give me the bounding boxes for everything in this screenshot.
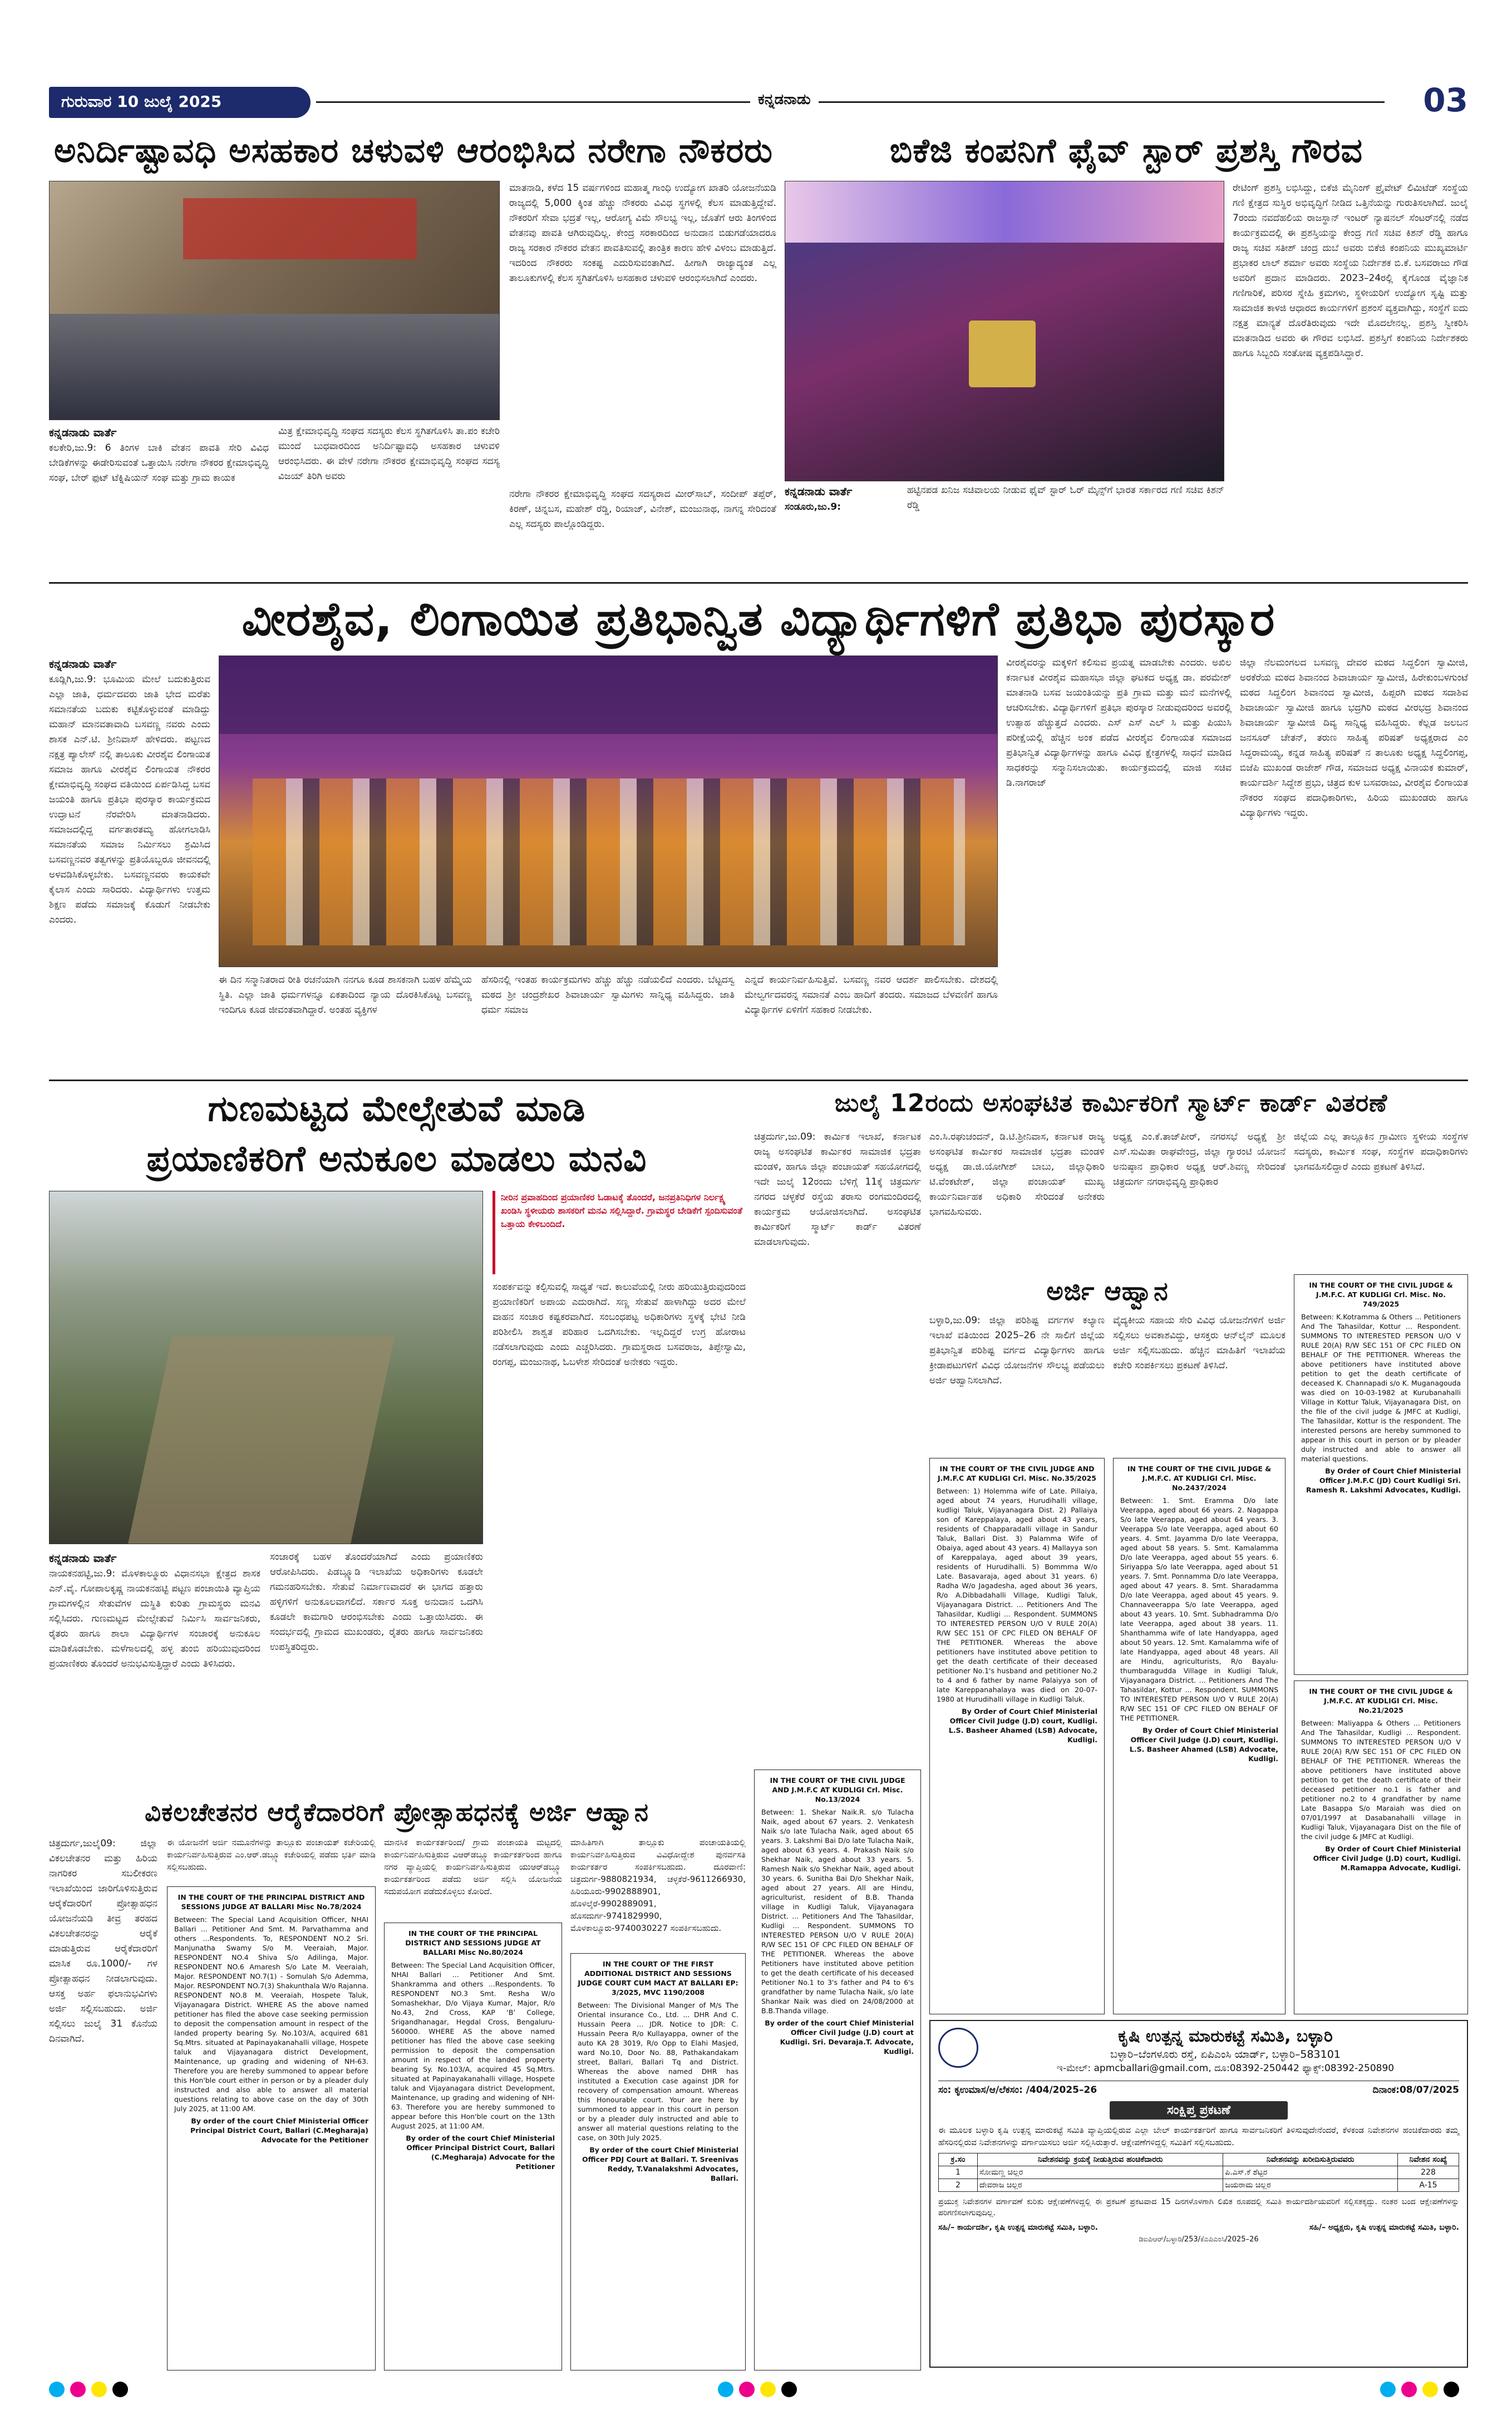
notice-title: IN THE COURT OF THE PRINCIPAL DISTRICT AND SESSIONS JUDGE AT BALLARI Misc No.78/2024 [178, 1893, 365, 1911]
court-notice-crl35 [929, 1458, 1105, 2014]
apmc-seal [938, 2028, 978, 2068]
notice-body: Between: 1) Holemma wife of Late. Pillaiya, aged about 74 years, Hurudihalli village, kudligi Taluk, Vijayanagara Dist. 2) Pallaiya son of Kareppalaya, aged about 43 years, residents of Chapparadalli village in Sandur Taluk, Ballari Dist. 3) Palamma Wife of Obaiya, aged about 43 years. 4) Mallayya son of Kareppalaya, aged about 39 years, residents of Hurudihalli. 5) Bommma W/o Late. Basavaraja, aged about 31 years. 6) Radha W/o Jagadesha, aged about 36 years, R/o A.Dibbadahalli Village, Kudligi Taluk, Vijayanagara District. ... Petitioners And The Tahasildar, Kudligi ... Respondent. SUMMONS TO INTERESTED PERSON U/O V RULE 20(A) R/W SEC 151 OF CPC FILED ON BEHALF OF THE PETITIONER. Whereas the above petitioners have instituted above petition to get the death certificate of their deceased petitioner No.1's husband and petitioner No.2 to 4 and 6 father by name Palaiyya son of late Kareppanahalaya was died on 20-07-1980 at Hurudihalli village in Kudligi Taluk. [937, 1487, 1097, 1703]
notice-body: Between: 1. Smt. Eramma D/o late Veerappa, aged about 66 years. 2. Nagappa S/o late Veerappa, aged about 64 years. 3. Veerappa S/o late Veerappa, aged about 60 years. 4. Smt. Jayamma D/o late Veerappa, aged about 58 years. 5. Smt. Kamalamma D/o late Veerappa, aged about 55 years. 6. Siriyappa S/o late Veerappa, aged about 51 years. 7. Smt. Ponnamma D/o late Veerappa, aged about 47 years. 8. Smt. Sharadamma D/o late Veerappa, aged about 45 years. 9. Channaveerappa S/o late Veerappa, aged about 43 years. 10. Smt. Subhadramma D/o late Veerappa, aged about 38 years. 11. Shanthamma wife of late Handyappa, aged about 50 years. 12. Smt. Kamalamma wife of late Handyappa, aged about 48 years. All are Hindu, agriculturists, R/o Bayalu-thumbaragudda Village in Kudligi Taluk, Vijayanagara District. ... Petitioners And The Tahasildar, Kottur ... Respondent. SUMMONS TO INTERESTED PERSON U/O V RULE 20(A) R/W SEC 151 OF CPC FILED ON BEHALF OF THE PETITIONER. [1120, 1496, 1278, 1722]
story1-col1: ಕಲಕೇರಿ,ಜು.9: 6 ತಿಂಗಳ ಬಾಕಿ ವೇತನ ಪಾವತಿ ಸೇರಿ ವಿವಿಧ ಬೇಡಿಕೆಗಳನ್ನು ಈಡೇರಿಸುವಂತೆ ಒತ್ತಾಯಿಸಿ ನರೇಗಾ ನೌಕರರ ಕ್ಷೇಮಾಭಿವೃದ್ಧಿ ಸಂಘ, ಬೇರ್ ಫುಟ್ ಟೆಕ್ನಿಷಿಯನ್ ಸಂಘ ಮತ್ತು ಗ್ರಾಮ ಕಾಯಕ [49, 442, 269, 484]
table-cell: ಸೋಮಣ್ಣ ಚಿಲ್ಲರ [978, 2166, 1223, 2179]
divider-2 [49, 1080, 1468, 1081]
table-header-row [939, 2153, 1459, 2166]
stage-lights [785, 181, 1224, 243]
story3-byline: ಕನ್ನಡನಾಡು ವಾರ್ತೆ [49, 657, 117, 671]
story5-col3: ಅಧ್ಯಕ್ಷ ಎಂ.ಕೆ.ತಾಜ್‌ಪೀರ್, ನಗರಸಭೆ ಅಧ್ಯಕ್ಷೆ ಶ್ರೀ ಎಸ್.ಸುಮಿತಾ ರಾಘವೇಂದ್ರ, ಜಿಲ್ಲಾ ಗ್ಯಾರಂಟಿ ಯೋಜನೆ ಅನುಷ್ಠಾನ ಪ್ರಾಧಿಕಾರ ಅಧ್ಯಕ್ಷ ಆರ್.ಶಿವಣ್ಣ ಸೇರಿದಂತೆ ಚಿತ್ರದುರ್ಗ ನಗರಾಭಿವೃದ್ಧಿ ಪ್ರಾಧಿಕಾರ [1113, 1131, 1286, 1187]
registration-marks-center [718, 2382, 802, 2399]
apmc-date: ದಿನಾಂಕ:08/07/2025 [1372, 2084, 1459, 2096]
masthead [49, 83, 1468, 124]
story3-col6: ಜಿಲ್ಲಾ ನೆಲಮಂಗಲದ ಬಸವಣ್ಣ ದೇವರ ಮಠದ ಸಿದ್ದಲಿಂಗ ಸ್ವಾಮೀಜಿ, ಅರಕೆರೆಯ ಮಠದ ಶಿವಾನಂದ ಶಿವಾಚಾರ್ಯ ಸ್ವಾಮೀಜಿ, ಹಿರೇಕುಂಬಳಗುಂಟೆ ಮಠದ ಸಿದ್ದಲಿಂಗ ಶಿವಾನಂದ ಸ್ವಾಮೀಜಿ, ಹಿಪ್ಪರಗಿ ಮಠದ ಸದಾಶಿವ ಶಿವಾಚಾರ್ಯ ಸ್ವಾಮೀಜಿ ಹಾಗೂ ಭದ್ರಗಿರಿ ಮಠದ ವೀರಭದ್ರ ಶಿವಾನಂದ ಶಿವಾಚಾರ್ಯ ಸ್ವಾಮೀಜಿ ದಿವ್ಯ ಸಾನ್ನಿಧ್ಯ ವಹಿಸಿದ್ದರು. ಕೆಲ್ಲಡ ಜಲಬನ ಜನಸೂರ್ ಚೇತನ್, ತರುಣ ಸಾಹಿತ್ಯ ಪರಿಷತ್ ಅಧ್ಯಕ್ಷರಾದ ಎಂ ಸಿದ್ದರಾಮಯ್ಯ, ಕನ್ನಡ ಸಾಹಿತ್ಯ ಪರಿಷತ್ ನ ತಾಲೂಕು ಅಧ್ಯಕ್ಷ ಸಿದ್ದಲಿಂಗಪ್ಪ, ಬಿಜೆಪಿ ಮುಖಂಡ ರಾಜೇಶ್ ಗೌಡ, ಸಮಾಜದ ಅಧ್ಯಕ್ಷ ವಿನಾಯಕ ಕುಮಾರ್, ಕಾರ್ಯದರ್ಶಿ ಸಿದ್ದೇಶ ಪ್ರಭು, ಚಿತ್ರದ ಕುಳ ಬಸವರಾಜು, ವೀರಶೈವ ಲಿಂಗಾಯತ ನೌಕರರ ಸಂಘದ ಪದಾಧಿಕಾರಿಗಳು, ಹಿರಿಯ ಮುಖಂಡರು ಹಾಗೂ ವಿದ್ಯಾರ್ಥಿಗಳು ಇದ್ದರು. [1240, 657, 1468, 819]
story2-caption: ಹಟ್ಟಿನಪಡ ಖನಿಜ ಸಚಿವಾಲಯ ನೀಡುವ ಫೈವ್ ಸ್ಟಾರ್ ಓರ್ ಮೈನ್ಸ್‌ಗೆ ಭಾರತ ಸರ್ಕಾರದ ಗಣಿ ಸಚಿವ ಕಿಶನ್ ರೆಡ್ಡಿ [907, 485, 1224, 511]
story1-col2: ಮಿತ್ರ ಕ್ಷೇಮಾಭಿವೃದ್ಧಿ ಸಂಘದ ಸದಸ್ಯರು ಕೆಲಸ ಸ್ಥಗಿತಗೊಳಿಸಿ ತಾ.ಪಂ ಕಚೇರಿ ಮುಂದೆ ಬುಧವಾರದಿಂದ ಅನಿರ್ದಿಷ್ಟಾವಧಿ ಅಸಹಕಾರ ಚಳುವಳಿ ಆರಂಭಿಸಿದರು. ಈ ವೇಳೆ ನರೇಗಾ ನೌಕರರ ಕ್ಷೇಮಾಭಿವೃದ್ಧಿ ಸಂಘದ ಸದಸ್ಯ ವಿಜಯ್ ತಿರಿಗಿ ಅವರು [278, 426, 500, 482]
notice-signature: By Order of Court Chief Ministerial Officer J.M.F.C (JD) Court Kudligi Sri. Ramesh R. Lakshmi Advocates, Kudligi. [1306, 1467, 1461, 1494]
story4-pullquote [492, 1191, 746, 1274]
notice-title: IN THE COURT OF THE CIVIL JUDGE & J.M.F.C. AT KUDLIGI Crl. Misc. No.2437/2024 [1127, 1465, 1272, 1492]
apmc-title: ಕೃಷಿ ಉತ್ಪನ್ನ ಮಾರುಕಟ್ಟೆ ಸಮಿತಿ, ಬಳ್ಳಾರಿ [1118, 2027, 1333, 2046]
court-notice-crl749 [1294, 1274, 1468, 1675]
magenta-dot [1401, 2382, 1417, 2397]
story5-col2: ಎಂ.ಸಿ.ರಘುಚಂದನ್, ಡಿ.ಟಿ.ಶ್ರೀನಿವಾಸ, ಕರ್ನಾಟಕ ರಾಜ್ಯ ಅಸಂಘಟಿತ ಕಾರ್ಮಿಕರ ಸಾಮಾಜಿಕ ಭದ್ರತಾ ಮಂಡಳಿ ಅಧ್ಯಕ್ಷ ಡಾ.ಜಿ.ಯೋಗೀಶ್ ಬಾಬು, ಜಿಲ್ಲಾಧಿಕಾರಿ ಟಿ.ವೆಂಕಟೇಶ್, ಜಿಲ್ಲಾ ಪಂಚಾಯತ್ ಮುಖ್ಯ ಕಾರ್ಯನಿರ್ವಾಹಕ ಅಧಿಕಾರಿ ಸೇರಿದಂತೆ ಅನೇಕರು ಭಾಗವಹಿಸುವರು. [929, 1131, 1105, 1218]
story4-col2: ಸಂಚಾರಕ್ಕೆ ಬಹಳ ತೊಂದರೆಯಾಗಿದೆ ಎಂದು ಪ್ರಯಾಣಿಕರು ಆರೋಪಿಸಿದರು. ಪಿಡಬ್ಲ್ಯೂಡಿ ಇಲಾಖೆಯ ಅಧಿಕಾರಿಗಳು ಕೂಡಲೇ ಗಮನಹರಿಸಬೇಕು. ಸೇತುವೆ ನಿರ್ಮಾಣವಾದರೆ ಈ ಭಾಗದ ಹತ್ತಾರು ಹಳ್ಳಿಗಳಿಗೆ ಅನುಕೂಲವಾಗಲಿದೆ. ಸರ್ಕಾರ ಸೂಕ್ತ ಅನುದಾನ ಒದಗಿಸಿ ಕೂಡಲೇ ಕಾಮಗಾರಿ ಆರಂಭಿಸಬೇಕು ಎಂದು ಒತ್ತಾಯಿಸಿದರು. ಈ ಸಂದರ್ಭದಲ್ಲಿ ಗ್ರಾಮದ ಮುಖಂಡರು, ರೈತರು ಹಾಗೂ ಸಾರ್ವಜನಿಕರು ಉಪಸ್ಥಿತರಿದ್ದರು. [270, 1551, 483, 1653]
notice-title: IN THE COURT OF THE CIVIL JUDGE & J.M.F.C. AT KUDLIGI Crl. Misc. No. 749/2025 [1309, 1281, 1453, 1308]
court-notice-misc78 [167, 1886, 376, 2370]
table-cell: ಜಯರಾಮ ಚಿಲ್ಲರ [1223, 2179, 1398, 2192]
story2-col1: ರೇಟಿಂಗ್ ಪ್ರಶಸ್ತಿ ಲಭಿಸಿದ್ದು, ಬಿಕೆಜಿ ಮೈನಿಂಗ್ ಪ್ರೈವೇಟ್ ಲಿಮಿಟೆಡ್ ಸಂಸ್ಥೆಯ ಗಣಿ ಕ್ಷೇತ್ರದ ಸುಸ್ಥಿರ ಅಭಿವೃದ್ಧಿಗೆ ನೀಡಿದ ಒತ್ತಿನೆಯನ್ನು ಗುರುತಿಸಲಾಗಿದೆ. ಜುಲೈ 7ರಂದು ನವದೆಹಲಿಯ ರಾಜಸ್ಥಾನ್ ಇಂಟರ್ ನ್ಯಾಷನಲ್ ಸೆಂಟರ್‌ನಲ್ಲಿ ನಡೆದ ಕಾರ್ಯಕ್ರಮದಲ್ಲಿ ಈ ಪ್ರಶಸ್ತಿಯನ್ನು ಕೇಂದ್ರ ಗಣಿ ಸಚಿವ ಕಿಶನ್ ರೆಡ್ಡಿ ಹಾಗೂ ರಾಜ್ಯ ಸಚಿವ ಸತೀಶ್ ಚಂದ್ರ ದುಬೆ ಅವರು ಬಿಕೆಜಿ ಕಂಪನಿಯ ಮುಖ್ಯಮಾರ್ಟಿ ಪ್ರಭಾಕರ ಲಾಲ್ ಶರ್ಮಾ ಅವರು ಸಂಸ್ಥೆಯ ನಿರ್ದೇಶಕ ಬಿ.ಕೆ. ಬಸವರಾಜು ಗೌಡ ಅವರಿಗೆ ಪ್ರದಾನ ಮಾಡಿದರು. 2023–24ರಲ್ಲಿ ಕೈಗೊಂಡ ವೈಜ್ಞಾನಿಕ ಗಣಿಗಾರಿಕೆ, ಪರಿಸರ ಸ್ನೇಹಿ ಕ್ರಮಗಳು, ಸ್ಥಳೀಯರಿಗೆ ಉದ್ಯೋಗ ಸೃಷ್ಟಿ ಮತ್ತು ಸಾಮಾಜಿಕ ಕಾಳಜಿ ಆಧಾರದ ಕಾರ್ಯಗಳಿಗೆ ಪ್ರಶಂಸೆ ವ್ಯಕ್ತವಾಗಿದ್ದು, ಸಂಸ್ಥೆಗೆ ಐದು ನಕ್ಷತ್ರ ಮಾನ್ಯತೆ ದೊರೆತಿರುವುದು ಇದೇ ಮೊದಲೇನಲ್ಲ. ಪ್ರಶಸ್ತಿ ಸ್ವೀಕರಿಸಿ ಮಾತನಾಡಿದ ಅವರು ಈ ಗೌರವ ಲಭಿಸಿದೆ. ಪ್ರಶಸ್ತಿಗೆ ಕಂಪನಿಯ ನಿರ್ದೇಶಕರು ಹಾಗೂ ಸಿಬ್ಬಂದಿ ಸಂತೋಷ ವ್ಯಕ್ತಪಡಿಸಿದ್ದಾರೆ. [1233, 183, 1468, 359]
page-number: 03 [1423, 81, 1468, 119]
black-dot [781, 2382, 797, 2397]
apmc-intro: ಈ ಮೂಲಕ ಬಳ್ಳಾರಿ ಕೃಷಿ ಉತ್ಪನ್ನ ಮಾರುಕಟ್ಟೆ ಸಮಿತಿ ವ್ಯಾಪ್ತಿಯಲ್ಲಿರುವ ಎಲ್ಲಾ ಬೇಲ್ ಕಾರ್ಯಕರ್ತರಿಗೆ ಹಾಗೂ ಸಾರ್ವಜನಿಕರಿಗೆ ತಿಳಿಸುವುದೇನೆಂದರೆ, ಕೆಳಕಂಡ ನಿವೇಶನಗಳ ಹಂಚಿಕೆದಾರರು ತಮ್ಮ ಹೆಸರಿನಲ್ಲಿರುವ ನಿವೇಶನಗಳನ್ನು ವರ್ಗಾಯಿಸಲು ಅರ್ಜಿ ಸಲ್ಲಿಸಿರುತ್ತಾರೆ. ಆಕ್ಷೇಪಣೆಗಳಿದ್ದಲ್ಲಿ ಸಮಿತಿಗೆ ಸಲ್ಲಿಸಬಹುದು. [938, 2125, 1459, 2147]
story2-byline-place: ಸಂಡೂರು,ಜು.9: [785, 501, 841, 512]
story3-col5: ವೀರಶೈವರನ್ನು ಮಕ್ಕಳಿಗೆ ಕಲಿಸುವ ಪ್ರಯತ್ನ ಮಾಡಬೇಕು ಎಂದರು. ಅಖಿಲ ಕರ್ನಾಟಕ ವೀರಶೈವ ಮಹಾಸಭಾ ಜಿಲ್ಲಾ ಘಟಕದ ಅಧ್ಯಕ್ಷ ಡಾ. ಪರಮೇಶ್ ಮಾತನಾಡಿ ಬಸವ ಜಯಂತಿಯನ್ನು ಪ್ರತಿ ಗ್ರಾಮ ಮತ್ತು ಮನೆ ಮನೆಗಳಲ್ಲಿ ಆಚರಿಸಬೇಕು. ವಿದ್ಯಾರ್ಥಿಗಳಿಗೆ ಪ್ರತಿಭಾ ಪುರಸ್ಕಾರ ನೀಡುವುದರಿಂದ ಅವರಲ್ಲಿ ಉತ್ಸಾಹ ಹೆಚ್ಚುತ್ತದೆ ಎಂದರು. ಎಸ್ ಎಸ್ ಎಲ್ ಸಿ ಮತ್ತು ಪಿಯುಸಿ ಪರೀಕ್ಷೆಯಲ್ಲಿ ಹೆಚ್ಚಿನ ಅಂಕ ಪಡೆದ ವೀರಶೈವ ಲಿಂಗಾಯತ ಸಮಾಜದ ಪ್ರತಿಭಾನ್ವಿತ ವಿದ್ಯಾರ್ಥಿಗಳನ್ನು ಹಾಗೂ ವಿವಿಧ ಕ್ಷೇತ್ರಗಳಲ್ಲಿ ಸಾಧನೆ ಮಾಡಿದ ಸಾಧಕರನ್ನು ಸನ್ಮಾನಿಸಲಾಯಿತು. ಕಾರ್ಯಕ್ರಮದಲ್ಲಿ ಮಾಜಿ ಸಚಿವ ಡಿ.ನಾಗರಾಜ್ [1006, 657, 1232, 788]
notice-signature: By order of the court Chief Ministerial Officer Civil Judge (J.D) court at Kudligi. Sri. Devaraja.T. Advocate, Kudligi. [765, 2019, 914, 2056]
apmc-sig-left: ಸಹಿ/– ಕಾರ್ಯದರ್ಶಿ, ಕೃಷಿ ಉತ್ಪನ್ನ ಮಾರುಕಟ್ಟೆ ಸಮಿತಿ, ಬಳ್ಳಾರಿ. [938, 2223, 1098, 2232]
table-cell: ದೇವರಾಜ ಚಿಲ್ಲರ [978, 2179, 1223, 2192]
notice-signature: By Order of Court Chief Ministerial Officer Civil Judge (J.D) court, Kudligi. L.S. Basheer Ahamed (LSB) Advocate, Kudligi. [948, 1707, 1097, 1744]
divider-1 [49, 582, 1468, 584]
magenta-dot [739, 2382, 755, 2397]
apmc-address: ಬಳ್ಳಾರಿ–ಬೆಂಗಳೂರು ರಸ್ತೆ, ಏಪಿಎಂಸಿ ಯಾರ್ಡ್, ಬಳ್ಳಾರಿ–583101 [1110, 2048, 1341, 2061]
notice-body: Between: The Special Land Acquisition Officer, NHAI Ballari ... Petitioner And Smt. Shankramma and others ...Respondents. To RESPONDENT NO.3 Smt. Resha W/o Somashekhar, D/o Vijaya Kumar, Major, R/o No.43, 2nd Cross, KAP ‘B’ College, Srigandhanagar, Hegdal Cross, Bengaluru-560000. WHERE AS the above named petitioner has filed the above case seeking permission to deposit the compensation amount in respect of the landed property bearing Sy. No.103/A, acquired 45 Sq.Mtrs. situated at Papinayakanahalli village, Hospete taluk and Vijayanagara district Development, Maintenance, up grading and widening of NH-63. Therefore you are hereby summoned to appear before this Hon'ble court on the 13th August 2025, at 11:00 AM. [391, 1961, 555, 2130]
crowd-shape [50, 314, 499, 420]
table-cell: A-15 [1398, 2179, 1459, 2192]
masthead-date-bar [49, 87, 311, 118]
story4-photo [49, 1191, 483, 1544]
story4-headline-line1: ಗುಣಮಟ್ಟದ ಮೇಲ್ಸೇತುವೆ ಮಾಡಿ [208, 1088, 586, 1130]
black-dot [1444, 2382, 1459, 2397]
apmc-ref-row [938, 2081, 1459, 2096]
story5-headline: ಜುಲೈ 12ರಂದು ಅಸಂಘಟಿತ ಕಾರ್ಮಿಕರಿಗೆ ಸ್ಮಾರ್ಟ್ ಕಾರ್ಡ್ ವಿತರಣೆ [834, 1089, 1388, 1117]
notice-signature: By Order of Court Chief Ministerial Officer Civil Judge (J.D) court, Kudligi. M.Ramappa Advocate, Kudligi. [1313, 1845, 1461, 1872]
story1-byline: ಕನ್ನಡನಾಡು ವಾರ್ತೆ [49, 426, 117, 439]
story3-col4: ಎನ್ನದೆ ಕಾರ್ಯನಿರ್ವಹಿಸುತ್ತಿವೆ. ಬಸವಣ್ಣ ನವರ ಆದರ್ಶ ಪಾಲಿಸಬೇಕು. ದೇಶದಲ್ಲಿ ಮೇಲ್ವರ್ಗದವರನ್ನ ಸಮಾನತೆ ಎಂಬ ಹಾದಿಗೆ ತಂದರು. ಸಮಾಜದ ಬೆಳವಣಿಗೆ ಹಾಗೂ ವಿದ್ಯಾರ್ಥಿಗಳ ಏಳಿಗೆಗೆ ಸಹಕಾರ ನೀಡಬೇಕು. [745, 974, 998, 1016]
banner-shape [183, 198, 417, 259]
table-row [939, 2179, 1459, 2192]
cyan-dot [718, 2382, 733, 2397]
table-header-cell: ನಿವೇಶನವನ್ನು ಕ್ರಯಕ್ಕೆ ನೀಡುತ್ತಿರುವ ಹಂಚಿಕೆದಾರರು [978, 2153, 1223, 2166]
apmc-contact: ಇ-ಮೇಲ್: apmcballari@gmail.com, ದೂ:08392-250442 ಫ್ಯಾಕ್ಸ್:08392-250890 [1056, 2063, 1395, 2074]
story6-col2: ಈ ಯೋಜನೆಗೆ ಅರ್ಜಿ ನಮೂನೆಗಳನ್ನು ತಾಲ್ಲೂಕು ಪಂಚಾಯತ್ ಕಚೇರಿಯಲ್ಲಿ ಕಾರ್ಯನಿರ್ವಹಿಸುತ್ತಿರುವ ಎಂ.ಆರ್.ಡಬ್ಲ್ಯೂ ಕಚೇರಿಯಲ್ಲಿ ಪಡೆದು ಭರ್ತಿ ಮಾಡಿ ಸಲ್ಲಿಸಬಹುದು. [167, 1837, 376, 1872]
story6-headline: ವಿಕಲಚೇತನರ ಆರೈಕೆದಾರರಿಗೆ ಪ್ರೋತ್ಸಾಹಧನಕ್ಕೆ ಅರ್ಜಿ ಆಹ್ವಾನ [145, 1797, 649, 1827]
court-notice-crl2437 [1113, 1458, 1286, 2014]
arji-col2: ವೈದ್ಯಕೀಯ ಸಹಾಯ ಸೇರಿ ವಿವಿಧ ಯೋಜನೆಗಳಿಗೆ ಅರ್ಜಿ ಸಲ್ಲಿಸಲು ಅವಕಾಶವಿದ್ದು, ಆಸಕ್ತರು ಆನ್‌ಲೈನ್ ಮೂಲಕ ಅರ್ಜಿ ಸಲ್ಲಿಸಬಹುದು. ಹೆಚ್ಚಿನ ಮಾಹಿತಿಗೆ ಇಲಾಖೆಯ ಕಚೇರಿ ಸಂಪರ್ಕಿಸಲು ಪ್ರಕಟಣೆ ತಿಳಿಸಿದೆ. [1113, 1315, 1286, 1371]
story6-col1: ಚಿತ್ರದುರ್ಗ,ಜುಲೈ09: ಜಿಲ್ಲಾ ವಿಕಲಚೇತನರ ಮತ್ತು ಹಿರಿಯ ನಾಗರಿಕರ ಸಬಲೀಕರಣ ಇಲಾಖೆಯಿಂದ ಜಾರಿಗೊಳಿಸುತ್ತಿರುವ ಆರೈಕೆದಾರರಿಗೆ ಪ್ರೋತ್ಸಾಹಧನ ಯೋಜನೆಯಡಿ ತೀವ್ರ ತರಹದ ವಿಕಲಚೇತನರನ್ನು ಆರೈಕೆ ಮಾಡುತ್ತಿರುವ ಆರೈಕೆದಾರರಿಗೆ ಮಾಸಿಕ ರೂ.1000/- ಗಳ ಪ್ರೋತ್ಸಾಹಧನ ನೀಡಲಾಗುವುದು. ಆಸಕ್ತ ಅರ್ಹ ಫಲಾನುಭವಿಗಳು ಅರ್ಜಿ ಸಲ್ಲಿಸಬಹುದು. ಅರ್ಜಿ ಸಲ್ಲಿಸಲು ಜುಲೈ 31 ಕೊನೆಯ ದಿನವಾಗಿದೆ. [49, 1838, 157, 2044]
story3-headline: ವೀರಶೈವ, ಲಿಂಗಾಯಿತ ಪ್ರತಿಭಾನ್ವಿತ ವಿದ್ಯಾರ್ಥಿಗಳಿಗೆ ಪ್ರತಿಭಾ ಪುರಸ್ಕಾರ [242, 592, 1275, 646]
story3-photo [219, 656, 998, 967]
stage-banner-shape [219, 656, 997, 734]
notice-body: Between: K.Kotramma & Others ... Petitioners And The Tahasildar, Kottur ... Respondent. SUMMONS TO INTERESTED PERSON U/O V RULE 20(A) R/W SEC 151 OF CPC FILED ON BEHALF OF THE PETITIONER. Whereas the above petitioners have instituted above petition to get the death certificate of deceased K. Channapadi s/o K. Muganagouda was died on 10-03-1982 at Kurubanahalli Village in Kottur Taluk, Vijayanagara Dist, on the file of the civil judge & JMFC at Kudligi, The Tahasildar, Kottur is the respondent. The interested persons are hereby summoned to appear in this court in person or by pleader duly instructed and able to answer all material questions. [1301, 1313, 1461, 1463]
story6-col4: ಮಾಹಿತಿಗಾಗಿ ತಾಲ್ಲೂಕು ಪಂಚಾಯತಿಯಲ್ಲಿ ಕಾರ್ಯನಿರ್ವಹಿಸುತ್ತಿರುವ ವಿವಿಧೋದ್ದೇಶ ಪುನರ್ವಸತಿ ಕಾರ್ಯಕರ್ತರ ಸಂಪರ್ಕಿಸಬಹುದು. ದೂರವಾಣಿ: ಚಿತ್ರದುರ್ಗ-9880821934, ಚಳ್ಳಕೆರೆ-9611266930, ಹಿರಿಯೂರು-9902888901, ಹೊಳಲ್ಕೆರೆ-9902889091, ಹೊಸದುರ್ಗ-9741829990, ಮೊಳಕಾಲ್ಮೂರು-9740030227 ಸಂಪರ್ಕಿಸಬಹುದು. [570, 1837, 746, 1933]
court-notice-crl21 [1294, 1680, 1468, 2014]
registration-marks-right [1380, 2382, 1465, 2399]
apmc-sig-right: ಸಹಿ/– ಅಧ್ಯಕ್ಷರು, ಕೃಷಿ ಉತ್ಪನ್ನ ಮಾರುಕಟ್ಟೆ ಸಮಿತಿ, ಬಳ್ಳಾರಿ. [1309, 2223, 1459, 2232]
notice-body: Between: Maliyappa & Others ... Petitioners And The Tahasildar, Kudligi ... Respondent. SUMMONS TO INTERESTED PERSON U/O V RULE 20(A) R/W SEC 151 OF CPC FILED ON BEHALF OF THE PETITIONER. Whereas the above petitioners have instituted above petition to get the death certificate of their deceased petitioner no.1 is father and petitioner no.2 to 4 grandfather by name Late Basappa S/o Maraiah was died on 07/01/1997 at Dasabanahalli village in Kudligi Taluk, Vijayanagara Dist on the file of the civil judge & JMFC at Kudligi. [1301, 1719, 1461, 1841]
arji-col1: ಬಳ್ಳಾರಿ,ಜು.09: ಜಿಲ್ಲಾ ಪರಿಶಿಷ್ಟ ವರ್ಗಗಳ ಕಲ್ಯಾಣ ಇಲಾಖೆ ವತಿಯಿಂದ 2025–26 ನೇ ಸಾಲಿಗೆ ಜಿಲ್ಲೆಯ ಪ್ರತಿಭಾನ್ವಿತ ಪರಿಶಿಷ್ಟ ವರ್ಗದ ವಿದ್ಯಾರ್ಥಿಗಳು ಹಾಗೂ ಕ್ರೀಡಾಪಟುಗಳಿಗೆ ವಿವಿಧ ಯೋಜನೆಗಳ ಸೌಲಭ್ಯ ಪಡೆಯಲು ಅರ್ಜಿ ಆಹ್ವಾನಿಸಲಾಗಿದೆ. [929, 1315, 1105, 1386]
story3-col3: ಹೆಸರಿನಲ್ಲಿ ಇಂತಹ ಕಾರ್ಯಕ್ರಮಗಳು ಹೆಚ್ಚು ಹೆಚ್ಚು ನಡೆಯಲಿದೆ ಎಂದರು. ಬೆಟ್ಟದಸ್ವ ಮಠದ ಶ್ರೀ ಚಂದ್ರಶೇಖರ ಶಿವಾಚಾರ್ಯ ಸ್ವಾಮಿಗಳು ಸಾನ್ನಿಧ್ಯ ವಹಿಸಿದ್ದರು. ಜಾತಿ ಧರ್ಮ ಸಮಾಜ [481, 974, 735, 1016]
masthead-date: ಗುರುವಾರ 10 ಜುಲೈ 2025 [61, 92, 222, 111]
yellow-dot [91, 2382, 107, 2397]
notice-signature: By Order of Court Chief Ministerial Officer Civil Judge (J.D) court, Kudligi. L.S. Basheer Ahamed (LSB) Advocate, Kudligi. [1129, 1726, 1278, 1763]
story2-headline: ಬಿಕೆಜಿ ಕಂಪನಿಗೆ ಫೈವ್ ಸ್ಟಾರ್ ಪ್ರಶಸ್ತಿ ಗೌರವ [889, 131, 1363, 170]
story4-pullquote-text: ನೀರಿನ ಪ್ರವಾಹದಿಂದ ಪ್ರಯಾಣಿಕರ ಓಡಾಟಕ್ಕೆ ತೊಂದರೆ, ಜನಪ್ರತಿನಿಧಿಗಳ ನಿರ್ಲಕ್ಷ್ಯ ಖಂಡಿಸಿ ಸ್ಥಳೀಯರು ಶಾಸಕರಿಗೆ ಮನವಿ ಸಲ್ಲಿಸಿದ್ದಾರೆ. ಗ್ರಾಮಸ್ಥರ ಬೇಡಿಕೆಗೆ ಸ್ಪಂದಿಸುವಂತೆ ಒತ್ತಾಯ ಕೇಳಿಬಂದಿದೆ. [501, 1192, 742, 1229]
story5-col1: ಚಿತ್ರದುರ್ಗ,ಜು.09: ಕಾರ್ಮಿಕ ಇಲಾಖೆ, ಕರ್ನಾಟಕ ರಾಜ್ಯ ಅಸಂಘಟಿತ ಕಾರ್ಮಿಕರ ಸಾಮಾಜಿಕ ಭದ್ರತಾ ಮಂಡಳಿ, ಹಾಗೂ ಜಿಲ್ಲಾ ಪಂಚಾಯತ್ ಸಹಯೋಗದಲ್ಲಿ ಇದೇ ಜುಲೈ 12ರಂದು ಬೆಳಿಗ್ಗೆ 11ಕ್ಕೆ ಚಿತ್ರದುರ್ಗ ನಗರದ ಚಳ್ಳಕೆರೆ ರಸ್ತೆಯ ತರಾಸು ರಂಗಮಂದಿರದಲ್ಲಿ ಕಾರ್ಯಕ್ರಮ ಆಯೋಜಿಸಲಾಗಿದೆ. ಅಸಂಘಟಿತ ಕಾರ್ಮಿಕರಿಗೆ ಸ್ಮಾರ್ಟ್ ಕಾರ್ಡ್ ವಿತರಣೆ ಮಾಡಲಾಗುವುದು. [754, 1131, 921, 1248]
cyan-dot [1380, 2382, 1396, 2397]
notice-title: IN THE COURT OF THE FIRST ADDITIONAL DISTRICT AND SESSIONS JUDGE COURT CUM MACT AT BALLARI EP: 3/2025, MVC 1190/2008 [578, 1960, 738, 1997]
table-header-cell: ನಿವೇಶನ ಸಂಖ್ಯೆ [1398, 2153, 1459, 2166]
story4-headline-line2: ಪ್ರಯಾಣಿಕರಿಗೆ ಅನುಕೂಲ ಮಾಡಲು ಮನವಿ [146, 1139, 647, 1180]
table-cell: 1 [939, 2166, 978, 2179]
apmc-notice [929, 2020, 1468, 2368]
notice-title: IN THE COURT OF THE CIVIL JUDGE AND J.M.F.C AT KUDLIGI Crl. Misc. No.13/2024 [770, 1776, 905, 1803]
apmc-section-title: ಸಂಕ್ಷಿಪ್ತ ಪ್ರಕಟಣೆ [1110, 2101, 1288, 2120]
court-notice-ep3 [570, 1953, 746, 2370]
water-shape [127, 1336, 395, 1544]
story6-col3: ಮಾನಸಿಕ ಕಾರ್ಯಕರ್ತರಿಂದ/ ಗ್ರಾಮ ಪಂಚಾಯತಿ ಮಟ್ಟದಲ್ಲಿ ಕಾರ್ಯನಿರ್ವಹಿಸುತ್ತಿರುವ ವಿಆರ್‌ಡಬ್ಲ್ಯೂ ಕಾರ್ಯಕರ್ತರಿಂದ ಹಾಗೂ ನಗರ ವ್ಯಾಪ್ತಿಯಲ್ಲಿ ಕಾರ್ಯನಿರ್ವಹಿಸುತ್ತಿರುವ ಯುಆರ್‌ಡಬ್ಲ್ಯೂ ಕಾರ್ಯಕರ್ತರಿಂದ ಪಡೆದು ಅರ್ಜಿ ಸಲ್ಲಿಸಿ ಯೋಜನೆಯ ಸದುಪಯೋಗ ಪಡೆದುಕೊಳ್ಳಲು ಕೋರಿದೆ. [384, 1837, 562, 1896]
notice-signature: By order of the court Chief Ministerial Officer PDJ Court at Ballari. T. Sreenivas Reddy, T.Vanalakshmi Advocates, Ballari. [582, 2146, 738, 2182]
yellow-dot [1422, 2382, 1438, 2397]
story3-col2: ಈ ದಿನ ಸನ್ಮಾನಿತರಾದ ರೀತಿ ರಚನೆಯಾಗಿ ನನಗೂ ಕೂಡ ಶಾಸಕನಾಗಿ ಬಹಳ ಹೆಮ್ಮೆಯ ಸ್ಥಿತಿ. ಎಲ್ಲಾ ಜಾತಿ ಧರ್ಮಗಳನ್ನೂ ಏಕತಾದಿಂದ ನ್ಯಾಯ ದೊರಕಿಸಿಕೊಟ್ಟ ಬಸವಣ್ಣ ಇಂದಿಗೂ ಕೂಡ ಜೀವಂತವಾಗಿದ್ದಾರೆ. ಅಂತಹ ವ್ಯಕ್ತಿಗಳ [219, 974, 472, 1016]
notice-title: IN THE COURT OF THE CIVIL JUDGE & J.M.F.C. AT KUDLIGI Crl. Misc. No.21/2025 [1309, 1687, 1453, 1714]
magenta-dot [70, 2382, 86, 2397]
yellow-dot [760, 2382, 776, 2397]
story5-col4: ಜಿಲ್ಲೆಯ ಎಲ್ಲ ತಾಲ್ಲೂಕಿನ ಗ್ರಾಮೀಣ ಸ್ಥಳೀಯ ಸಂಸ್ಥೆಗಳ ಸದಸ್ಯರು, ಕಾರ್ಮಿಕ ಸಂಘ, ಸಂಸ್ಥೆಗಳ ಪದಾಧಿಕಾರಿಗಳು ಭಾಗವಹಿಸಲಿದ್ದಾರೆ ಎಂದು ಪ್ರಕಟಣೆ ತಿಳಿಸಿದೆ. [1294, 1131, 1468, 1172]
story4-col3: ಸಂಪರ್ಕವನ್ನು ಕಲ್ಪಿಸುವಲ್ಲಿ ಸಾಧ್ಯತೆ ಇದೆ. ಕಾಲುವೆಯಲ್ಲಿ ನೀರು ಹರಿಯುತ್ತಿರುವುದರಿಂದ ಪ್ರಯಾಣಿಕರಿಗೆ ಅಪಾಯ ಎದುರಾಗಿದೆ. ಸಣ್ಣ ಸೇತುವೆ ಹಾಳಾಗಿದ್ದು ಅದರ ಮೇಲೆ ವಾಹನ ಸಂಚಾರ ಕಷ್ಟಕರವಾಗಿದೆ. ಸಂಬಂಧಪಟ್ಟ ಅಧಿಕಾರಿಗಳು ಸ್ಥಳಕ್ಕೆ ಭೇಟಿ ನೀಡಿ ಪರಿಶೀಲಿಸಿ ಶಾಶ್ವತ ಪರಿಹಾರ ಒದಗಿಸಬೇಕು. ಇಲ್ಲದಿದ್ದರೆ ಉಗ್ರ ಹೋರಾಟ ನಡೆಸಲಾಗುವುದು ಎಂದು ಎಚ್ಚರಿಸಿದರು. ಗ್ರಾಮಸ್ಥರಾದ ಬಸವರಾಜ, ತಿಪ್ಪೇಸ್ವಾಮಿ, ರಂಗಪ್ಪ, ಮಂಜುನಾಥ, ಓಬಳೇಶ ಸೇರಿದಂತೆ ಅನೇಕರು ಇದ್ದರು. [492, 1282, 746, 1368]
table-cell: 2 [939, 2179, 978, 2192]
table-header-cell: ನಿವೇಶನವನ್ನು ಖರೀದಿಸುತ್ತಿರುವವರು [1223, 2153, 1398, 2166]
notice-body: Between: The Divisional Manger of M/s The Oriental insurance Co., Ltd. ... DHR And C. Hussain Peera ... JDR. Notice to JDR: C. Hussain Peera R/o Kullayappa, owner of the auto KA 28 3019, R/o Opp to Elahi Masjed, ward No.10, Door No. 88, Pathakandakam street, Ballari, Ballari Tq and District. Whereas the above named DHR has instituted a Execution case against JDR for recovery of compensation amount. Whereas this Honourable court. Your are here by summoned to appear in this court in person or by a pleader duly instructed and able to answer all material questions relating to the case, on 30th July 2025. [578, 2001, 738, 2142]
table-cell: 228 [1398, 2166, 1459, 2179]
story4-byline: ಕನ್ನಡನಾಡು ವಾರ್ತೆ [49, 1551, 117, 1565]
apmc-footer-text: ಪ್ರಯುಕ್ತ ನಿವೇಶನಗಳ ವರ್ಗಾವಣೆ ಕುರಿತು ಆಕ್ಷೇಪಣೆಗಳಿದ್ದಲ್ಲಿ ಈ ಪ್ರಕಟಣೆ ಪ್ರಕಟವಾದ 15 ದಿನಗಳೊಳಗಾಗಿ ಲಿಖಿತ ರೂಪದಲ್ಲಿ ಸಮಿತಿ ಕಾರ್ಯದರ್ಶಿಯವರಿಗೆ ಸಲ್ಲಿಸತಕ್ಕದ್ದು. ನಂತರ ಬಂದ ಆಕ್ಷೇಪಣೆಗಳನ್ನು ಪರಿಗಣಿಸಲಾಗುವುದಿಲ್ಲ. [938, 2197, 1459, 2217]
story1-col3: ಮಾತನಾಡಿ, ಕಳೆದ 15 ವರ್ಷಗಳಿಂದ ಮಹಾತ್ಮ ಗಾಂಧಿ ಉದ್ಯೋಗ ಖಾತರಿ ಯೋಜನೆಯಡಿ ರಾಜ್ಯದಲ್ಲಿ 5,000 ಕ್ಕಿಂತ ಹೆಚ್ಚು ನೌಕರರು ವಿವಿಧ ಸ್ಥಗಳಲ್ಲಿ ಕೆಲಸ ಮಾಡುತ್ತಿದ್ದೇವೆ. ನೌಕರರಿಗೆ ಸೇವಾ ಭದ್ರತೆ ಇಲ್ಲ, ಆರೋಗ್ಯ ವಿಮೆ ಸೌಲಭ್ಯ ಇಲ್ಲ, ಜೊತೆಗೆ ಆರು ತಿಂಗಳಿಂದ ವೇತನವು ಪಾವತಿ ಆಗಿರುವುದಿಲ್ಲ. ಕೇಂದ್ರ ಸರಕಾರದಿಂದ ಅನುದಾನ ಬಿಡುಗಡೆಯಾದರೂ ರಾಜ್ಯ ಸರಕಾರ ನೌಕರರ ವೇತನ ಪಾವತಿಸುವಲ್ಲಿ ತಾಂತ್ರಿಕ ಕಾರಣ ಹೇಳಿ ವಿಳಂಬ ಮಾಡುತ್ತಿದೆ. ಇದರಿಂದ ನೌಕರರು ಸಂಕಷ್ಟ ಎದುರಿಸುವಂತಾಗಿದೆ. ಹೀಗಾಗಿ ರಾಜ್ಯಾದ್ಯಂತ ಎಲ್ಲ ತಾಲೂಕುಗಳಲ್ಲಿ ಕೆಲಸ ಸ್ಥಗಿತಗೊಳಿಸಿ ಅಸಹಕಾರ ಚಳುವಳಿ ಆರಂಭಿಸಲಾಗಿದೆ ಎಂದರು. [509, 183, 776, 284]
cyan-dot [49, 2382, 65, 2397]
court-notice-misc80 [384, 1923, 562, 2370]
notice-title: IN THE COURT OF THE PRINCIPAL DISTRICT AND SESSIONS JUDGE AT BALLARI Misc No.80/2024 [405, 1929, 541, 1956]
story4-col1: ನಾಯಕನಹಟ್ಟಿ,ಜು.9: ಮೊಳಕಾಲ್ಮೂರು ವಿಧಾನಸಭಾ ಕ್ಷೇತ್ರದ ಶಾಸಕ ಎನ್.ವೈ. ಗೋಪಾಲಕೃಷ್ಣ ನಾಯಕನಹಟ್ಟಿ ಪಟ್ಟಣ ಪಂಚಾಯಿತಿ ವ್ಯಾಪ್ತಿಯ ಗ್ರಾಮಗಳಲ್ಲಿನ ಸೇತುವೆಗಳ ದುಸ್ಥಿತಿ ಕುರಿತು ಗ್ರಾಮಸ್ಥರು ಮನವಿ ಸಲ್ಲಿಸಿದರು. ಗುಣಮಟ್ಟದ ಮೇಲ್ಸೇತುವೆ ನಿರ್ಮಿಸಿ ಸಾರ್ವಜನಿಕರು, ರೈತರು ಹಾಗೂ ಶಾಲಾ ವಿದ್ಯಾರ್ಥಿಗಳ ಸಂಚಾರಕ್ಕೆ ಅನುಕೂಲ ಮಾಡಿಕೊಡಬೇಕು. ಮಳೆಗಾಲದಲ್ಲಿ ಹಳ್ಳ ತುಂಬಿ ಹರಿಯುವುದರಿಂದ ಪ್ರಯಾಣಿಕರು ತೊಂದರೆ ಅನುಭವಿಸುತ್ತಿದ್ದಾರೆ ಎಂದು ತಿಳಿಸಿದರು. [49, 1568, 260, 1669]
apmc-ref: ಸಂ: ಕೃಉಮಾಸ/ಆ/ಲೆಕಸಂ: /404/2025–26 [938, 2084, 1097, 2096]
story1-headline: ಅನಿರ್ದಿಷ್ಟಾವಧಿ ಅಸಹಕಾರ ಚಳುವಳಿ ಆರಂಭಿಸಿದ ನರೇಗಾ ನೌಕರರು [53, 131, 774, 170]
group-shape [253, 778, 965, 945]
apmc-signatures [938, 2223, 1459, 2232]
story1-photo [49, 181, 500, 420]
notice-body: Between: 1. Shekar Naik.R. s/o Tulacha Naik, aged about 67 years. 2. Venkatesh Naik s/o late Tulacha Naik, aged about 65 years. 3. Lakshmi Bai D/o late Tulacha Naik, aged about 63 years. 4. Prakash Naik s/o Shekhar Naik, aged about 33 years. 5. Ramesh Naik s/o Shekhar Naik, aged about 30 years. 6. Sunitha Bai D/o Shekhar Naik, aged about 27 years. All are Hindu, agriculturist, resident of B.B. Thanda village in Kudligi Taluk, Vijayanagara District. ... Petitioners And The Tahasildar, Kudligi ... Respondent. SUMMONS TO INTERESTED PERSON U/O V RULE 20(A) R/W SEC 151 OF CPC FILED ON BEHALF OF THE PETITIONER. Whereas the above Petitioners have instituted above petition to get the death certificate of his deceased Petitioner No.1 to 3's father and P4 to 6's grandfather by name Tulacha Naik, s/o late Shankar Naik was died on 24/08/2000 at B.B.Thanda village. [761, 1808, 914, 2015]
apmc-footer-code: ಡಿಐಪಿಆರ್/ಬಳ್ಳಾರಿ/253/ಕೆಎಪಿಎಂಸಿ/2025–26 [1139, 2235, 1259, 2244]
award-shape [969, 321, 1036, 387]
court-notice-crl13 [754, 1770, 921, 2370]
notice-body: Between: The Special Land Acquisition Officer, NHAI Ballari ... Petitioner And Smt. M. Parvathamma and others ...Respondents. To, RESPONDENT NO.2 Sri. Manjunatha Swamy S/o M. Veeraiah, Major. RESPONDENT NO.4 Shiva S/o Adilinga, Major. RESPONDENT NO.6 Amaresh S/o Late M. Veeraiah, Major. RESPONDENT NO.7(1) - Somulah S/o Ademma, Major. RESPONDENT NO.7(3) Shakunthala W/o Rajanna. RESPONDENT NO.8 M. Veeraiah, Hospete Taluk, Vijayanagara District. WHERE AS the above named petitioner has filed the above case seeking permission to deposit the compensation amount in respect of the landed property bearing Sy. No.103/A, acquired 681 Sq.Mtrs. situated at Papinayakanahalli village, Hospete taluk and Vijayanagara district Development, Maintenance, up grading and widening of NH-63. Therefore you are hereby summoned to appear before this Hon'ble court either in person or by a pleader duly instructed and also able to answer all material questions relating to above case on the day of 30th July 2025, at 11:00 AM. [174, 1915, 368, 2113]
story3-col1: ಕೂಡ್ಲಿಗಿ,ಜು.9: ಭೂಮಿಯ ಮೇಲೆ ಬದುಕುತ್ತಿರುವ ಎಲ್ಲಾ ಜಾತಿ, ಧರ್ಮದವರು ಜಾತಿ ಭೇದ ಮರೆತು ಸಮಾನತೆಯ ಬದುಕು ಕಟ್ಟಿಕೊಳ್ಳುವಂತೆ ಮಾಡಿದ್ದು ಮಹಾನ್ ಮಾನವತಾವಾದಿ ಬಸವಣ್ಣ ನವರು ಎಂದು ಶಾಸಕ ಎನ್.ಟಿ. ಶ್ರೀನಿವಾಸ್ ಹೇಳಿದರು. ಪಟ್ಟಣದ ನಕ್ಷತ್ರ ಪ್ಯಾಲೇಸ್ ನಲ್ಲಿ ತಾಲೂಕು ವೀರಶೈವ ಲಿಂಗಾಯತ ಸಮಾಜ ಹಾಗೂ ವೀರಶೈವ ಲಿಂಗಾಯತ ನೌಕರರ ಕ್ಷೇಮಾಭಿವೃದ್ಧಿ ಸಂಘದ ವತಿಯಿಂದ ಏರ್ಪಡಿಸಿದ್ದ ಬಸವ ಜಯಂತಿ ಹಾಗೂ ಪ್ರತಿಭಾ ಪುರಸ್ಕಾರ ಕಾರ್ಯಕ್ರಮದ ಉದ್ಘಾಟನೆ ನೆರವೇರಿಸಿ ಮಾತನಾಡಿದರು. ಸಮಾಜದಲ್ಲಿದ್ದ ವರ್ಗತಾರತಮ್ಯ ಹೋಗಲಾಡಿಸಿ ಸಮಾನತೆಯ ಸಮಾಜ ನಿರ್ಮಿಸಲು ಶ್ರಮಿಸಿದ ಬಸವಣ್ಣನವರ ತತ್ವಗಳನ್ನು ಪ್ರತಿಯೊಬ್ಬರೂ ಜೀವನದಲ್ಲಿ ಅಳವಡಿಸಿಕೊಳ್ಳಬೇಕು. ಬಸವಣ್ಣನವರು ಕಾಯಕವೇ ಕೈಲಾಸ ಎಂದು ಸಾರಿದರು. ವಿದ್ಯಾರ್ಥಿಗಳು ಉತ್ತಮ ಶಿಕ್ಷಣ ಪಡೆದು ಸಮಾಜಕ್ಕೆ ಕೊಡುಗೆ ನೀಡಬೇಕು ಎಂದರು. [49, 674, 210, 925]
arji-title: ಅರ್ಜಿ ಆಹ್ವಾನ [1046, 1276, 1169, 1306]
notice-title: IN THE COURT OF THE CIVIL JUDGE AND J.M.F.C AT KUDLIGI Crl. Misc. No.35/2025 [938, 1465, 1096, 1482]
table-row [939, 2166, 1459, 2179]
table-header-cell: ಕ್ರ.ಸಂ [939, 2153, 978, 2166]
black-dot [112, 2382, 128, 2397]
masthead-paper-name: ಕನ್ನಡನಾಡು [750, 91, 819, 109]
apmc-table [938, 2153, 1459, 2192]
masthead-rule [316, 101, 1385, 103]
story2-byline: ಕನ್ನಡನಾಡು ವಾರ್ತೆ [785, 485, 853, 498]
table-cell: ಪಿ.ಎಸ್.ಕೆ ಶೆಟ್ಟರ [1223, 2166, 1398, 2179]
notice-signature: By order of the court Chief Ministerial Officer Principal District Court, Ballari (C.Megharaja) Advocate for the Petitioner [190, 2117, 368, 2144]
story1-col4: ನರೇಗಾ ನೌಕರರ ಕ್ಷೇಮಾಭಿವೃದ್ಧಿ ಸಂಘದ ಸದಸ್ಯರಾದ ಮೀರ್‌ಸಾಬ್, ಸಂದೀಪ್ ತಪ್ಪೆರ್, ಕಿರಣ್, ಚಿನ್ನಬಸ, ಮಹೇಶ್ ರೆಡ್ಡಿ, ರಿಯಾಜ್, ವಿನೇಶ್, ಮಂಜುನಾಥ, ನಾಗನ್ನ ಸೇರಿದಂತೆ ಎಲ್ಲ ಸದಸ್ಯರು ಪಾಲ್ಗೊಂಡಿದ್ದರು. [509, 489, 776, 530]
story2-photo [785, 181, 1224, 481]
notice-signature: By order of the court Chief Ministerial Officer Principal District Court, Ballari (C.Megharaja) Advocate for the Petitioner [406, 2134, 555, 2171]
registration-marks-left [49, 2382, 134, 2399]
